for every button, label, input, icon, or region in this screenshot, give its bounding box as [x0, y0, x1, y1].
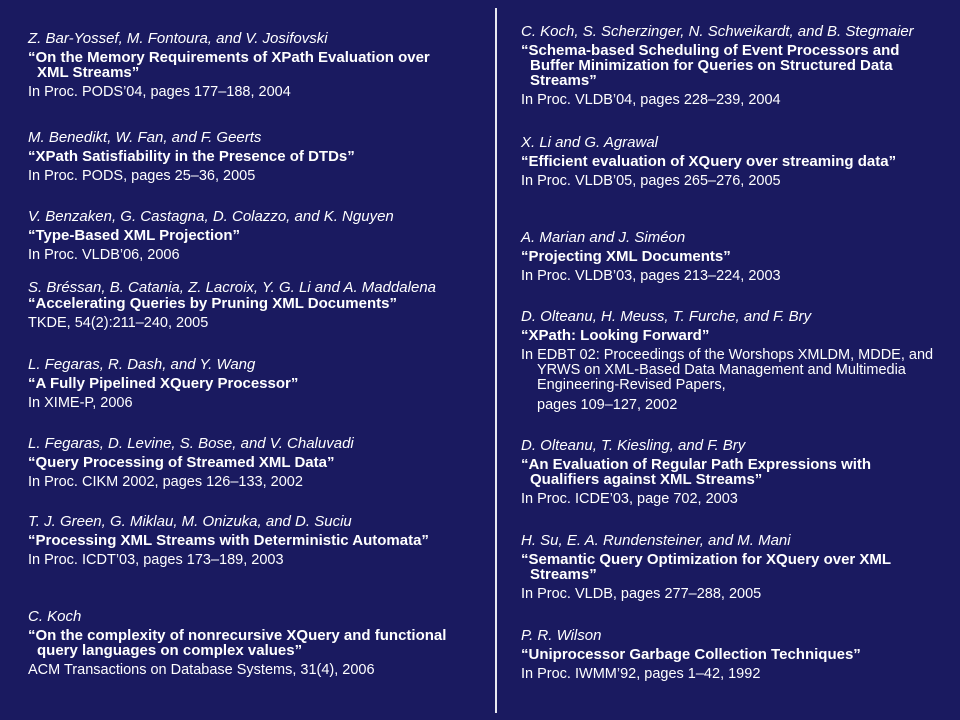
reference-authors: C. Koch [28, 608, 82, 625]
reference-venue: In Proc. PODS, pages 25–36, 2005 [28, 168, 256, 184]
reference-entry [521, 437, 946, 507]
reference-entry [521, 229, 946, 284]
reference-authors: S. Bréssan, B. Catania, Z. Lacroix, Y. G. Li and A. Maddalena [28, 279, 437, 296]
reference-authors: A. Marian and J. Siméon [521, 229, 686, 246]
reference-title: “Projecting XML Documents” [521, 248, 731, 265]
reference-entry [28, 608, 483, 678]
reference-authors: T. J. Green, G. Miklau, M. Onizuka, and D. Suciu [28, 513, 352, 530]
reference-authors: C. Koch, S. Scherzinger, N. Schweikardt, and B. Stegmaier [521, 23, 914, 40]
reference-title: “Accelerating Queries by Pruning XML Documents” [28, 295, 397, 312]
reference-title: “On the Memory Requirements of XPath Evaluation over XML Streams” [28, 49, 430, 81]
reference-title: “Semantic Query Optimization for XQuery over XML Streams” [521, 551, 891, 583]
reference-venue: TKDE, 54(2):211–240, 2005 [28, 315, 209, 331]
reference-entry [521, 134, 946, 189]
reference-venue: In Proc. ICDE’03, page 702, 2003 [521, 491, 738, 507]
reference-venue-text: In EDBT 02: Proceedings of the Worshops XMLDM, MDDE, and YRWS on XML-Based Data Management and Multimedia Engineering-Revised Papers, [521, 347, 934, 393]
reference-title: “On the complexity of nonrecursive XQuery and functional query languages on complex values” [28, 627, 447, 659]
reference-entry [521, 532, 946, 602]
reference-entry [28, 208, 483, 263]
reference-authors: V. Benzaken, G. Castagna, D. Colazzo, and K. Nguyen [28, 208, 394, 225]
reference-venue-pages: pages 109–127, 2002 [537, 397, 678, 413]
reference-authors: D. Olteanu, T. Kiesling, and F. Bry [521, 437, 746, 454]
column-divider [495, 8, 497, 713]
reference-venue: In Proc. VLDB’05, pages 265–276, 2005 [521, 173, 781, 189]
reference-venue: In Proc. VLDB, pages 277–288, 2005 [521, 586, 762, 602]
reference-entry [28, 129, 483, 184]
reference-title: “Schema-based Scheduling of Event Processors and Buffer Minimization for Queries on Structured Data Streams” [521, 42, 900, 89]
reference-authors: P. R. Wilson [521, 627, 602, 644]
reference-title: “A Fully Pipelined XQuery Processor” [28, 375, 299, 392]
reference-venue: In Proc. IWMM’92, pages 1–42, 1992 [521, 666, 761, 682]
reference-venue: In Proc. PODS’04, pages 177–188, 2004 [28, 84, 291, 100]
reference-entry [28, 435, 483, 490]
reference-authors: M. Benedikt, W. Fan, and F. Geerts [28, 129, 262, 146]
reference-entry [28, 30, 483, 100]
reference-venue: In Proc. VLDB’04, pages 228–239, 2004 [521, 92, 781, 108]
reference-authors: D. Olteanu, H. Meuss, T. Furche, and F. Bry [521, 308, 812, 325]
reference-title: “An Evaluation of Regular Path Expressions with Qualifiers against XML Streams” [521, 456, 872, 488]
reference-entry [28, 513, 483, 568]
reference-title: “Processing XML Streams with Deterministic Automata” [28, 532, 429, 549]
reference-title: “XPath: Looking Forward” [521, 327, 710, 344]
reference-entry [521, 308, 946, 413]
reference-entry [521, 23, 946, 108]
reference-title: “Uniprocessor Garbage Collection Techniques” [521, 646, 861, 663]
reference-venue: In Proc. ICDT’03, pages 173–189, 2003 [28, 552, 284, 568]
reference-authors: H. Su, E. A. Rundensteiner, and M. Mani [521, 532, 791, 549]
reference-entry [28, 279, 483, 331]
reference-title: “Efficient evaluation of XQuery over streaming data” [521, 153, 897, 170]
reference-venue: In Proc. VLDB’03, pages 213–224, 2003 [521, 268, 781, 284]
reference-authors: Z. Bar-Yossef, M. Fontoura, and V. Josifovski [28, 30, 328, 47]
reference-venue [521, 348, 946, 413]
reference-title: “Type-Based XML Projection” [28, 227, 240, 244]
reference-venue: In XIME-P, 2006 [28, 395, 133, 411]
reference-venue: In Proc. CIKM 2002, pages 126–133, 2002 [28, 474, 303, 490]
reference-entry [521, 627, 946, 682]
reference-entry [28, 356, 483, 411]
reference-title: “XPath Satisfiability in the Presence of DTDs” [28, 148, 355, 165]
reference-authors: X. Li and G. Agrawal [521, 134, 659, 151]
reference-venue: In Proc. VLDB’06, 2006 [28, 247, 180, 263]
reference-authors: L. Fegaras, R. Dash, and Y. Wang [28, 356, 256, 373]
reference-venue: ACM Transactions on Database Systems, 31(4), 2006 [28, 662, 375, 678]
reference-authors: L. Fegaras, D. Levine, S. Bose, and V. Chaluvadi [28, 435, 354, 452]
reference-title: “Query Processing of Streamed XML Data” [28, 454, 335, 471]
